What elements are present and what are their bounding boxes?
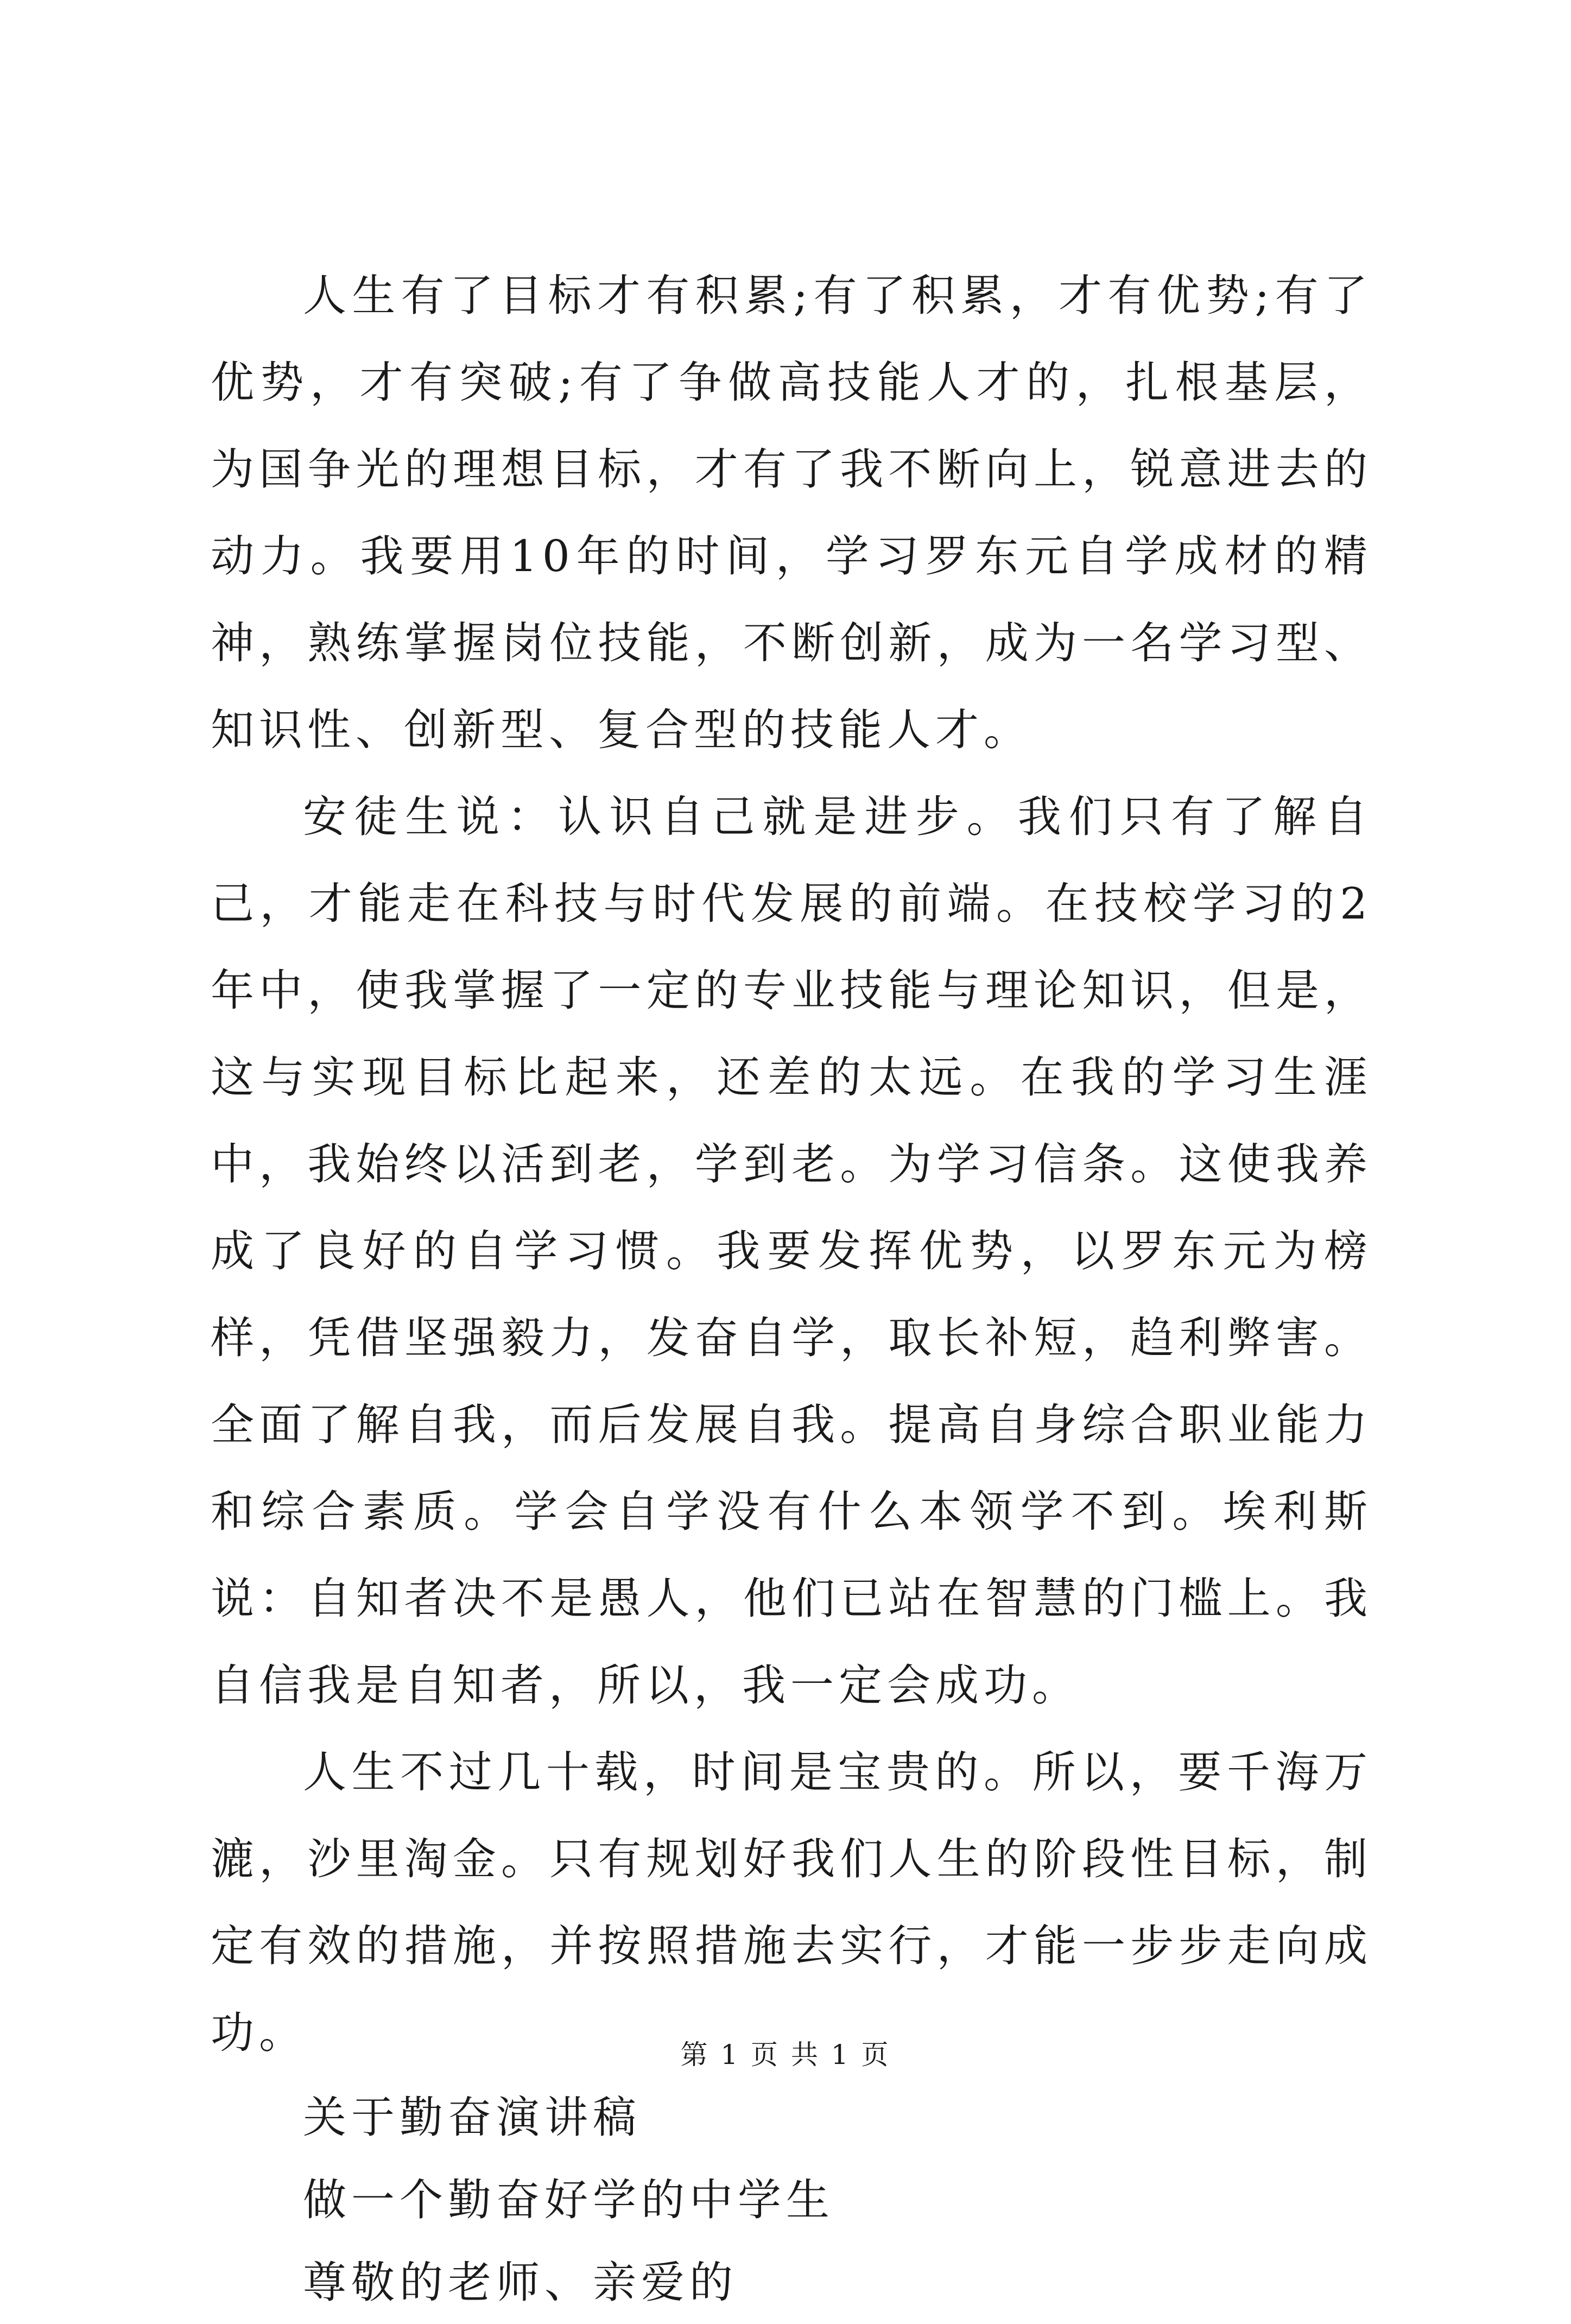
paragraph-time: 人生不过几十载，时间是宝贵的。所以，要千海万漉，沙里淘金。只有规划好我们人生的阶段性目标，制定有效的措施，并按照措施去实行，才能一步步走向成功。 <box>211 1747 1372 2058</box>
speech-title: 做一个勤奋好学的中学生 <box>303 2175 834 2225</box>
section-title: 关于勤奋演讲稿 <box>303 2092 641 2143</box>
paragraph-goals: 人生有了目标才有积累;有了积累，才有优势;有了优势，才有突破;有了争做高技能人才的，扎根基层，为国争光的理想目标，才有了我不断向上，锐意进去的动力。我要用10年的时间，学习罗东元自学成材的精神，熟练掌握岗位技能，不断创新，成为一名学习型、知识性、创新型、复合型的技能人才。 <box>211 270 1372 755</box>
speech-salutation: 尊敬的老师、亲爱的 <box>303 2257 738 2308</box>
document-body <box>211 252 1372 2324</box>
paragraph-self-knowledge: 安徒生说：认识自己就是进步。我们只有了解自己，才能走在科技与时代发展的前端。在技校学习的2年中，使我掌握了一定的专业技能与理论知识，但是，这与实现目标比起来，还差的太远。在我的学习生涯中，我始终以活到老，学到老。为学习信条。这使我养成了良好的自学习惯。我要发挥优势，以罗东元为榜样，凭借坚强毅力，发奋自学，取长补短，趋利弊害。全面了解自我，而后发展自我。提高自身综合职业能力和综合素质。学会自学没有什么本领学不到。埃利斯说：自知者决不是愚人，他们已站在智慧的门槛上。我自信我是自知者，所以，我一定会成功。 <box>211 791 1372 1711</box>
page-footer: 第 1 页 共 1 页 <box>680 2039 891 2070</box>
